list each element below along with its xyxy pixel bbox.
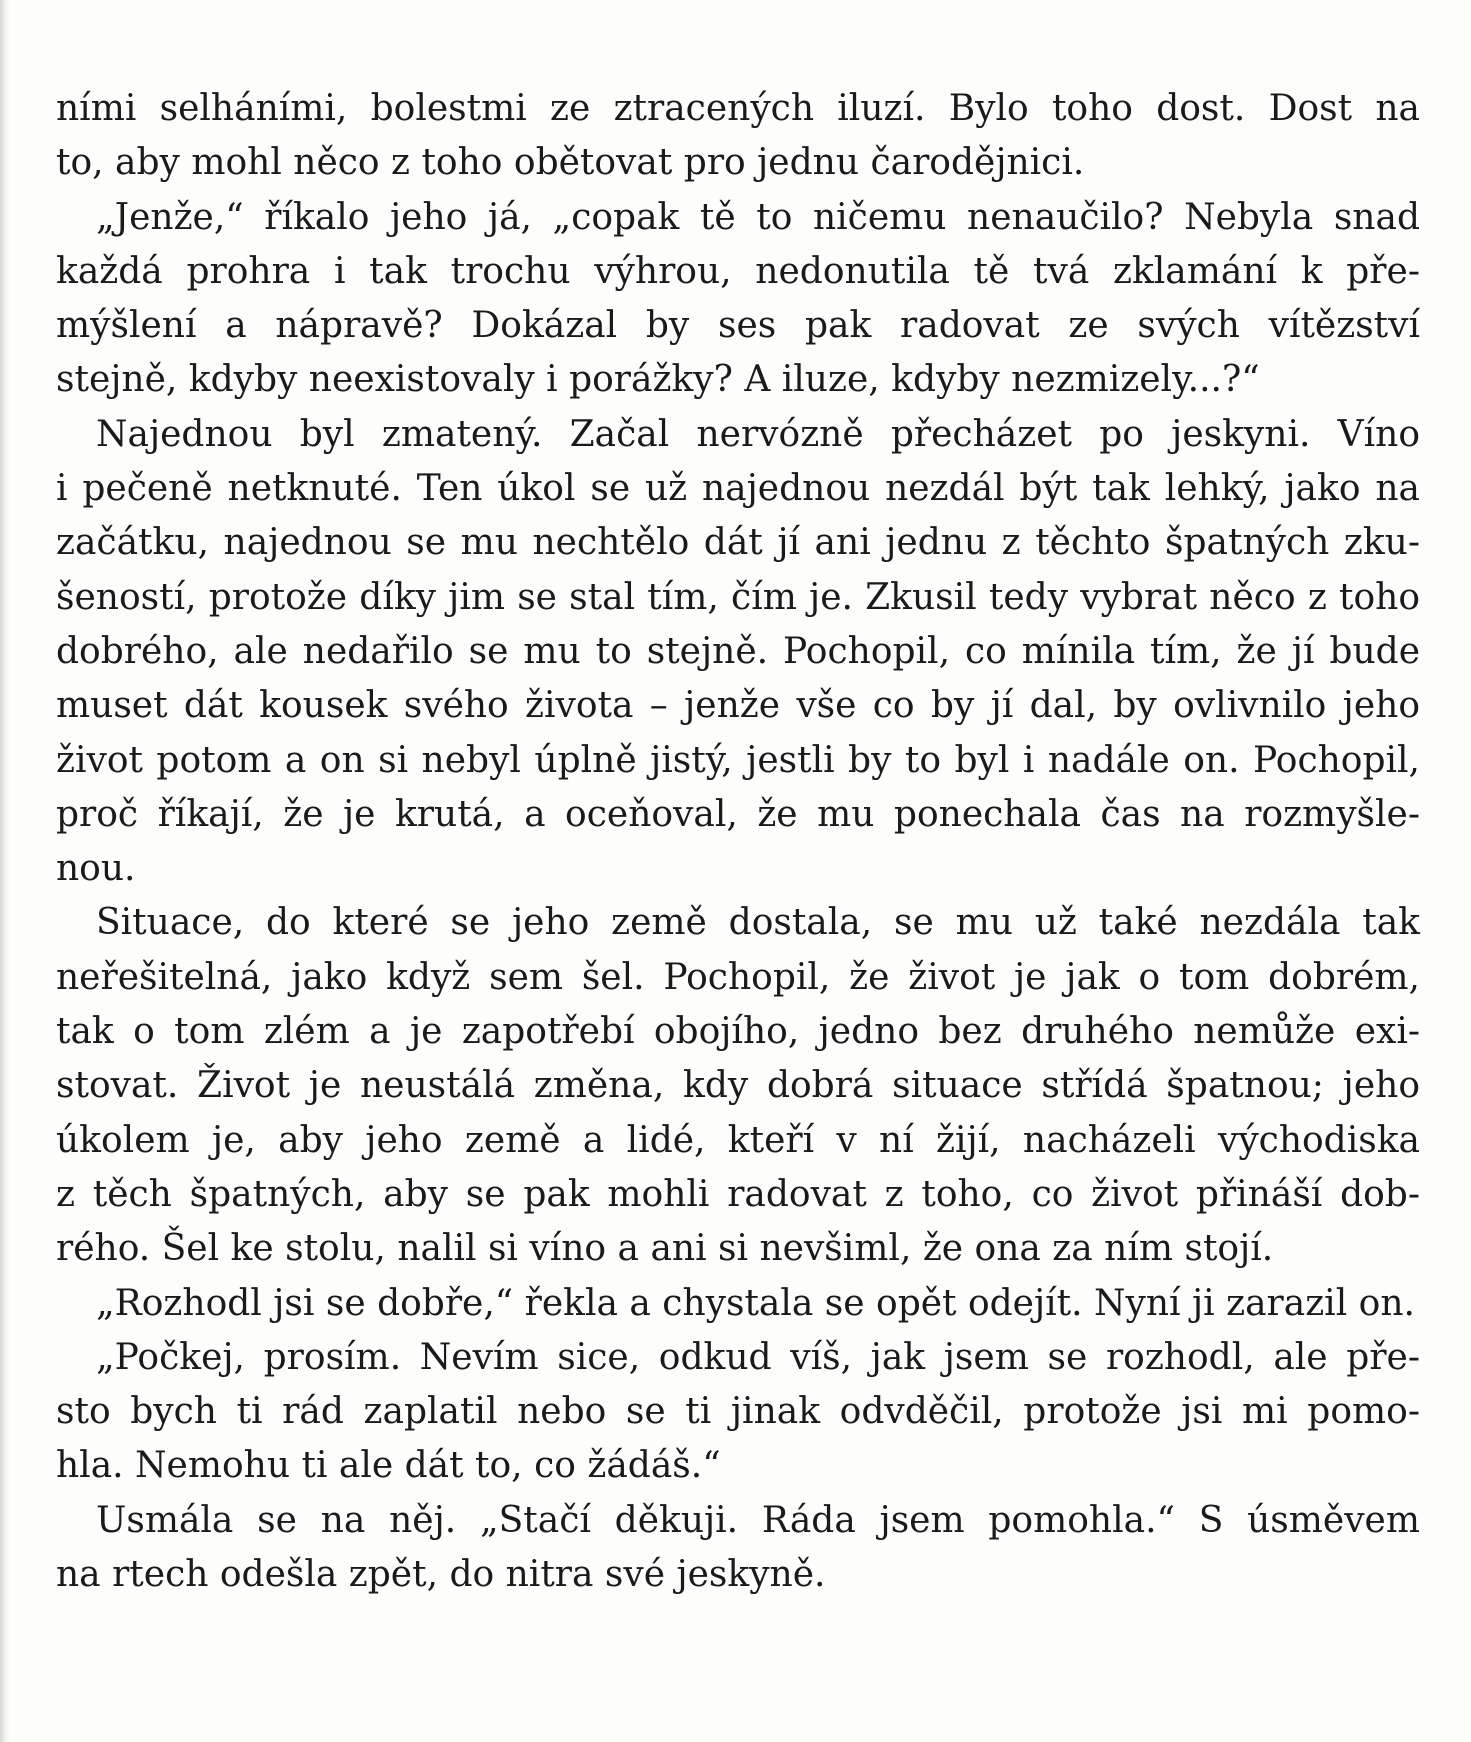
text-line: Najednou byl zmatený. Začal nervózně přecházet po jeskyni. Víno	[96, 413, 1420, 455]
text-line: dobrého, ale nedařilo se mu to stejně. Pochopil, co mínila tím, že jí bude	[56, 630, 1420, 672]
text-line: neřešitelná, jako když sem šel. Pochopil, že život je jak o tom dobrém,	[56, 956, 1420, 998]
text-line: „Počkej, prosím. Nevím sice, odkud víš, jak jsem se rozhodl, ale pře-	[96, 1336, 1420, 1378]
body-text	[56, 82, 1420, 1602]
text-line: šeností, protože díky jim se stal tím, čím je. Zkusil tedy vybrat něco z toho	[56, 576, 1420, 618]
text-line: „Rozhodl jsi se dobře,“ řekla a chystala se opět odejít. Nyní ji zarazil on.	[96, 1282, 1415, 1324]
text-line: rého. Šel ke stolu, nalil si víno a ani si nevšiml, že ona za ním stojí.	[56, 1228, 1274, 1270]
text-line: Usmála se na něj. „Stačí děkuji. Ráda jsem pomohla.“ S úsměvem	[96, 1499, 1420, 1541]
scan-edge-shadow	[0, 0, 10, 1742]
text-line: sto bych ti rád zaplatil nebo se ti jinak odvděčil, protože jsi mi pomo-	[56, 1391, 1420, 1433]
text-line: proč říkají, že je krutá, a oceňoval, že mu ponechala čas na rozmyšle-	[56, 793, 1420, 835]
text-line: začátku, najednou se mu nechtělo dát jí ani jednu z těchto špatných zku-	[56, 522, 1420, 564]
text-line: ními selháními, bolestmi ze ztracených iluzí. Bylo toho dost. Dost na	[56, 88, 1420, 129]
text-line: hla. Nemohu ti ale dát to, co žádáš.“	[56, 1445, 721, 1487]
text-line: na rtech odešla zpět, do nitra své jeskyně.	[56, 1554, 826, 1596]
text-line: tak o tom zlém a je zapotřebí obojího, jedno bez druhého nemůže exi-	[56, 1011, 1420, 1053]
text-line: nou.	[56, 848, 136, 890]
text-line: stovat. Život je neustálá změna, kdy dobrá situace střídá špatnou; jeho	[56, 1065, 1420, 1107]
text-line: z těch špatných, aby se pak mohli radovat z toho, co život přináší dob-	[56, 1173, 1420, 1215]
text-line: to, aby mohl něco z toho obětovat pro jednu čarodějnici.	[56, 142, 1085, 184]
text-line: i pečeně netknuté. Ten úkol se už najednou nezdál být tak lehký, jako na	[56, 468, 1420, 510]
text-line: život potom a on si nebyl úplně jistý, jestli by to byl i nadále on. Pochopil,	[56, 739, 1420, 781]
text-line: Situace, do které se jeho země dostala, se mu už také nezdála tak	[96, 902, 1420, 944]
text-line: stejně, kdyby neexistovaly i porážky? A iluze, kdyby nezmizely...?“	[56, 359, 1260, 401]
text-line: mýšlení a nápravě? Dokázal by ses pak radovat ze svých vítězství	[56, 305, 1420, 347]
text-line: „Jenže,“ říkalo jeho já, „copak tě to ničemu nenaučilo? Nebyla snad	[96, 196, 1420, 238]
text-line: úkolem je, aby jeho země a lidé, kteří v ní žijí, nacházeli východiska	[56, 1119, 1420, 1161]
text-line: muset dát kousek svého života – jenže vše co by jí dal, by ovlivnilo jeho	[56, 685, 1420, 727]
text-line: každá prohra i tak trochu výhrou, nedonutila tě tvá zklamání k pře-	[56, 250, 1420, 292]
